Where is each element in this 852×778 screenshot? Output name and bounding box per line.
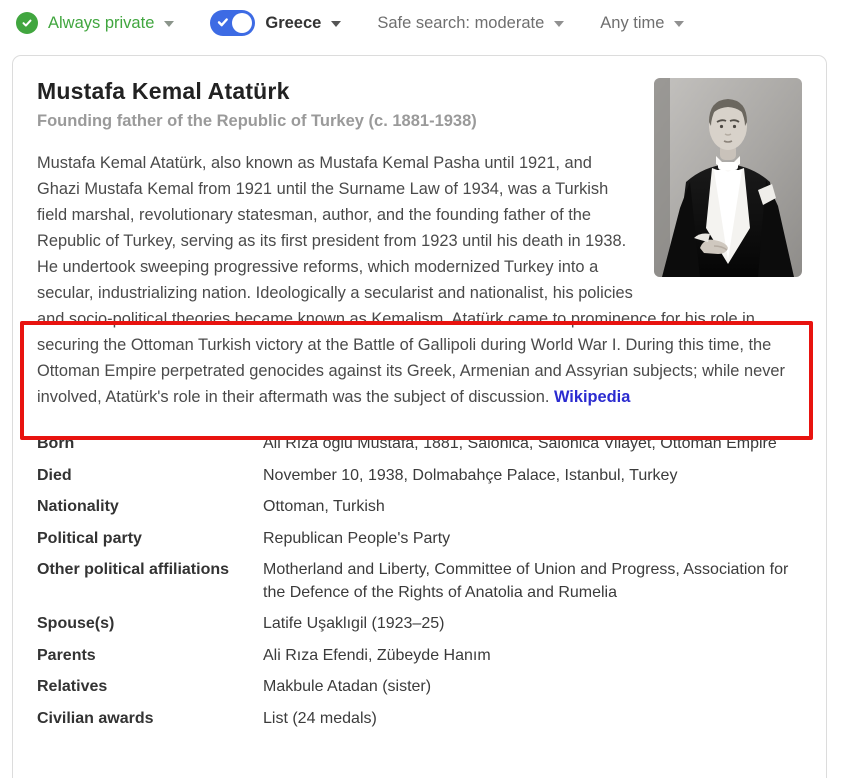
fact-value-relatives: Makbule Atadan (sister) [263, 678, 432, 695]
chevron-down-icon [164, 21, 174, 27]
always-private-dropdown[interactable] [16, 12, 174, 34]
fact-value-political-party: Republican People's Party [263, 529, 451, 547]
region-label: Greece [265, 13, 322, 32]
fact-value-civilian-awards: List (24 medals) [263, 709, 377, 727]
page-title: Mustafa Kemal Atatürk [37, 78, 290, 104]
fact-value-nationality: Ottoman, Turkish [263, 498, 385, 515]
fact-label-died: Died [37, 466, 72, 484]
fact-value-parents: Ali Rıza Efendi, Zübeyde Hanım [263, 646, 491, 664]
time-filter-label: Any time [600, 13, 665, 32]
fact-label-born: Born [37, 435, 75, 452]
fact-label-political-party: Political party [37, 529, 142, 547]
toggle-knob [232, 13, 252, 33]
fact-label-parents: Parents [37, 646, 96, 664]
fact-label-other-affiliations: Other political affiliations [37, 561, 230, 578]
infobox-facts [37, 433, 802, 730]
subtitle: Founding father of the Republic of Turkey (c. 1881-1938) [37, 112, 477, 130]
wikipedia-link[interactable]: Wikipedia [553, 388, 631, 406]
knowledge-panel [12, 55, 827, 778]
safe-search-label: Safe search: moderate [377, 13, 545, 32]
fact-value-other-affiliations: Motherland and Liberty, Committee of Union and Progress, Association for the Defence of the Rights of Anatolia and Rumelia [263, 561, 789, 601]
fact-value-spouses: Latife Uşaklıgil (1923–25) [263, 615, 445, 632]
chevron-down-icon [674, 21, 684, 27]
ataturk-portrait-photo[interactable] [654, 78, 802, 277]
region-toggle[interactable] [210, 10, 255, 36]
fact-label-nationality: Nationality [37, 498, 119, 515]
chevron-down-icon [554, 21, 564, 27]
description-text: Mustafa Kemal Atatürk, also known as Mustafa Kemal Pasha until 1921, and Ghazi Mustafa Kemal from 1921 until the Surname Law of 1934, was a Turkish field marshal, revolutionary statesman, author, and the founding father of the Republic of Turkey, serving as its first president from 1923 until his death in 1938. He undertook sweeping progressive reforms, which modernized Turkey into a secular, industrializing nation. Ideologically a secularist and nationalist, his policies and socio-political theories became known as Kemalism. Atatürk came to prominence for his role in securing the Ottoman Turkish victory at the Battle of Gallipoli during World War I. During this time, the Ottoman Empire perpetrated genocides against its Greek, Armenian and Assyrian subjects; while never involved, Atatürk's role in their aftermath was the subject of discussion. [37, 154, 785, 406]
chevron-down-icon [331, 21, 341, 27]
search-filter-bar [16, 10, 684, 36]
time-filter-dropdown[interactable] [600, 14, 684, 33]
fact-value-died: November 10, 1938, Dolmabahçe Palace, Istanbul, Turkey [263, 466, 678, 484]
privacy-check-icon [16, 12, 38, 34]
fact-label-relatives: Relatives [37, 678, 108, 695]
region-dropdown[interactable] [210, 10, 341, 36]
fact-label-spouses: Spouse(s) [37, 615, 115, 632]
toggle-check-icon [216, 15, 230, 34]
fact-value-born: Ali Rıza oğlu Mustafa, 1881, Salonica, Salonica Vilayet, Ottoman Empire [263, 435, 777, 452]
safe-search-dropdown[interactable] [377, 14, 564, 33]
always-private-label: Always private [48, 13, 155, 32]
fact-label-civilian-awards: Civilian awards [37, 709, 154, 727]
